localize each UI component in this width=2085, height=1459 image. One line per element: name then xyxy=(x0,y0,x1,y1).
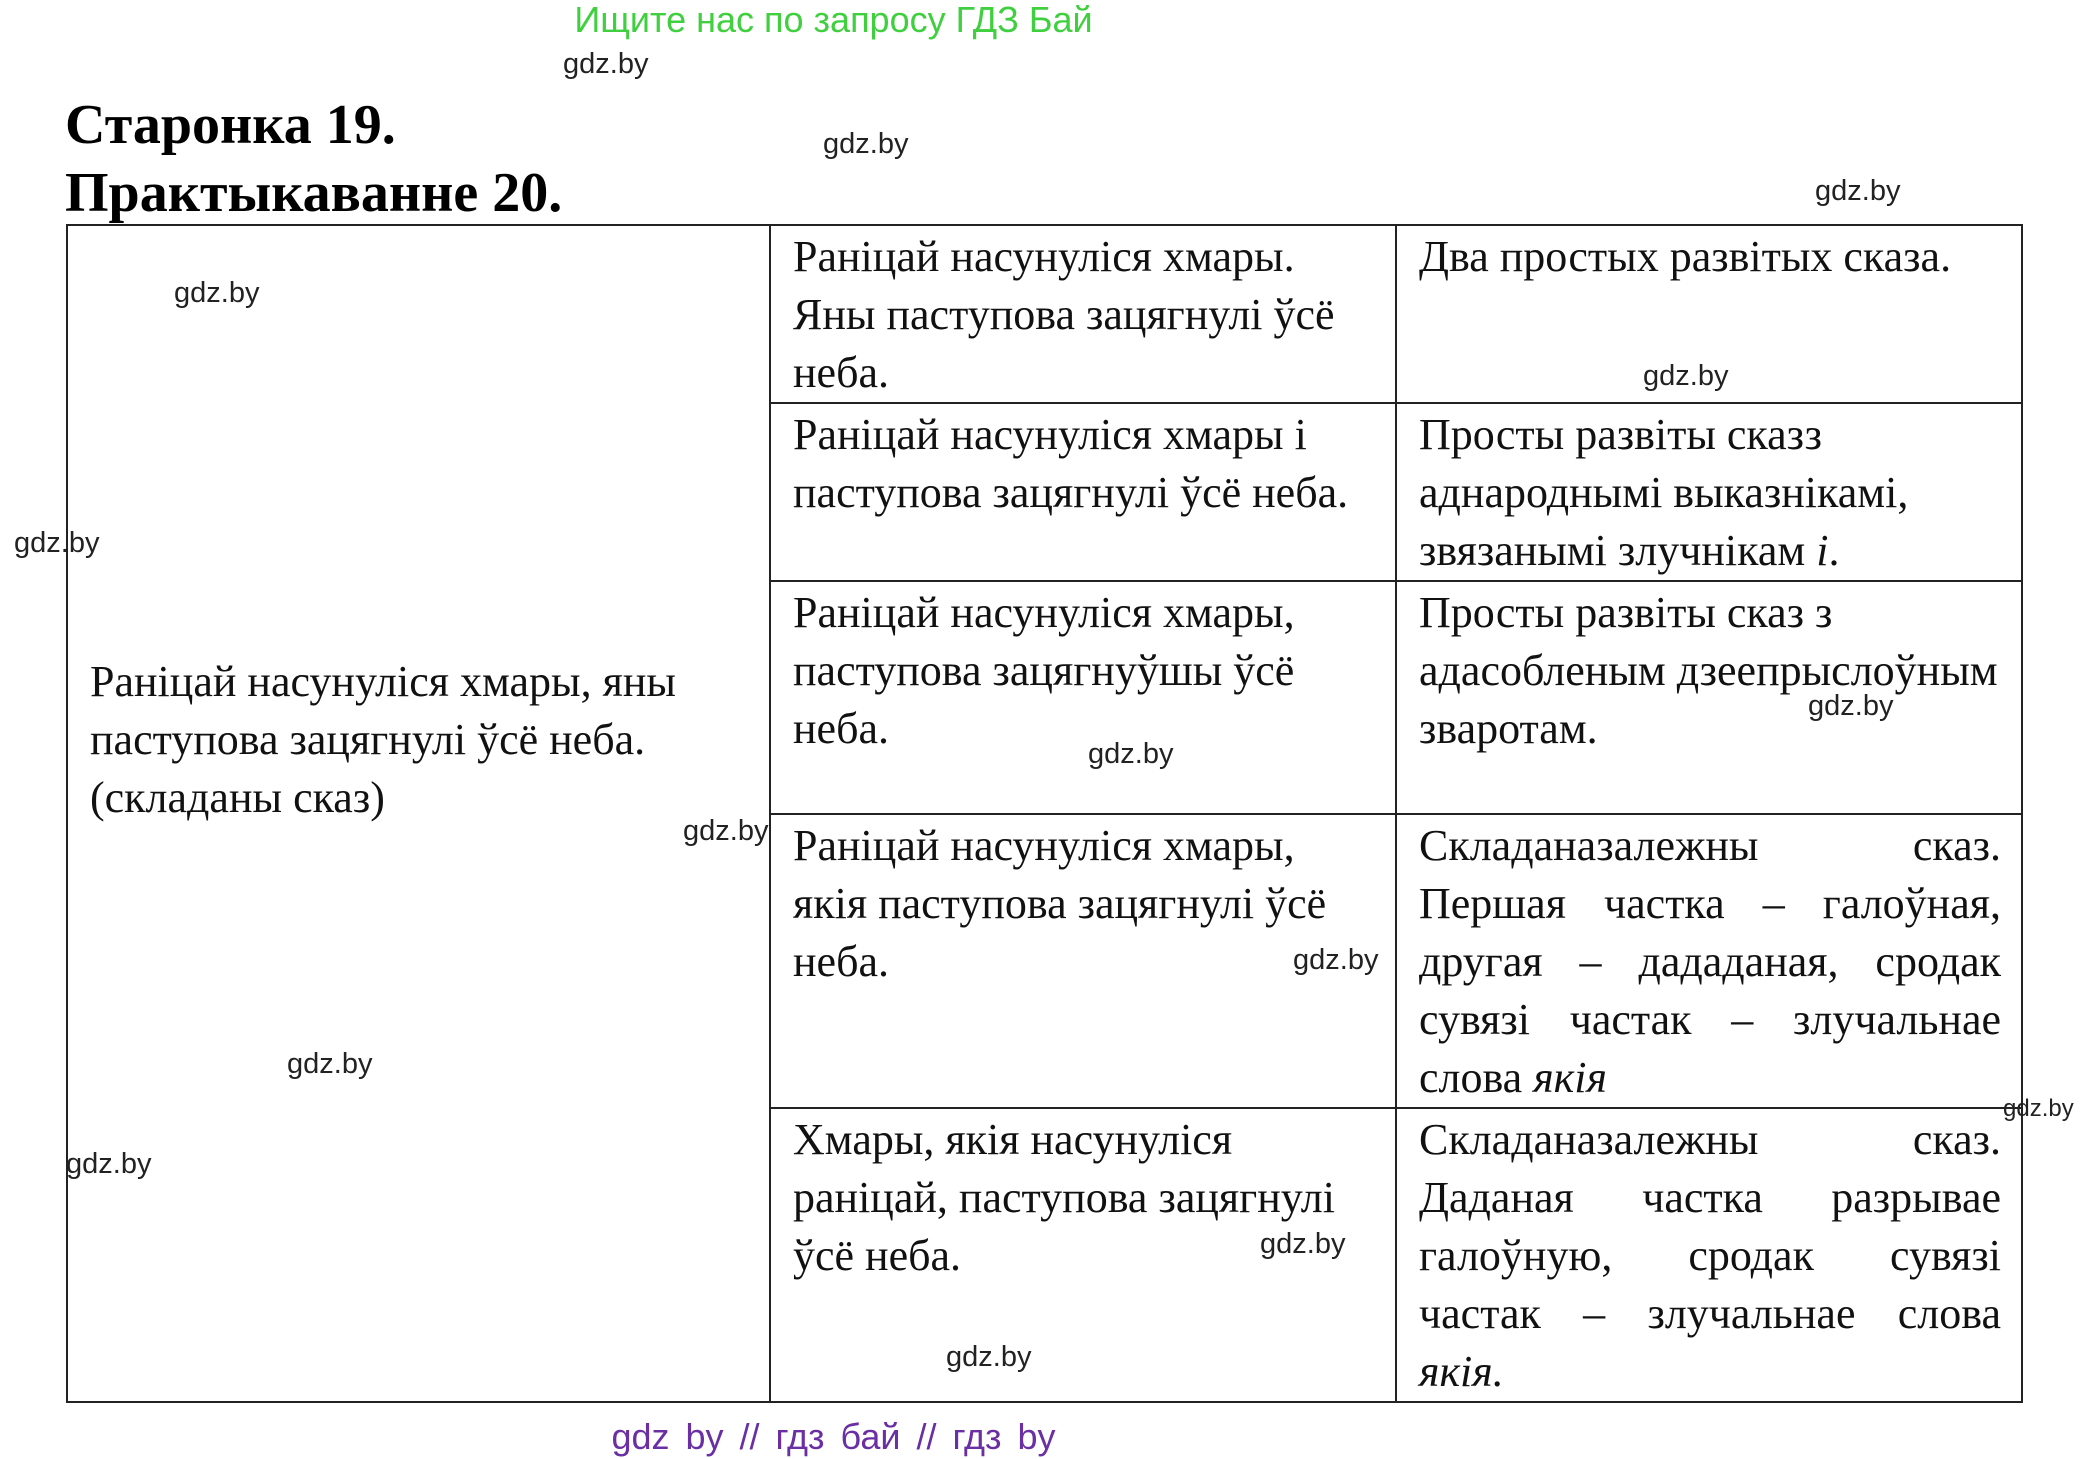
analysis-cell xyxy=(1396,1108,2022,1402)
answer-table xyxy=(66,224,2023,1403)
transformed-sentence-cell: Раніцай насунуліся хмары, паступова зацягнуўшы ўсё неба. xyxy=(770,581,1396,814)
analysis-cell: Просты развіты сказ з адасобленым дзеепрыслоўным зваротам. xyxy=(1396,581,2022,814)
watermark: gdz.by xyxy=(1808,690,1894,722)
exercise-heading: Практыкаванне 20. xyxy=(65,162,563,224)
analysis-cell: Два простых развітых сказа. xyxy=(1396,225,2022,403)
source-sentence-note: (складаны сказ) xyxy=(90,772,385,822)
watermark: gdz.by xyxy=(66,1148,152,1180)
analysis-text: Складаназалежны сказ. Першая частка – галоўная, другая – дададаная, сродак сувязі частак – злучальнае слова xyxy=(1419,821,2001,1102)
analysis-cell xyxy=(1396,403,2022,581)
analysis-cell xyxy=(1396,814,2022,1108)
watermark: gdz.by xyxy=(823,128,909,160)
watermark: gdz.by xyxy=(174,277,260,309)
source-sentence: Раніцай насунуліся хмары, яны паступова зацягнулі ўсё неба. xyxy=(90,656,676,764)
watermark: gdz.by xyxy=(683,815,769,847)
analysis-italic-word: якія. xyxy=(1419,1347,1504,1396)
watermark: gdz.by xyxy=(1643,360,1729,392)
transformed-sentence-cell: Раніцай насунуліся хмары. Яны паступова зацягнулі ўсё неба. xyxy=(770,225,1396,403)
watermark: gdz.by xyxy=(2003,1095,2074,1122)
analysis-italic-word: якія xyxy=(1533,1053,1607,1102)
analysis-text: Просты развіты сказз аднароднымі выказнікамі, звязанымі злучнікам xyxy=(1419,410,1909,575)
transformed-sentence-cell: Раніцай насунуліся хмары і паступова зацягнулі ўсё неба. xyxy=(770,403,1396,581)
watermark: gdz.by xyxy=(1293,944,1379,976)
watermark: gdz.by xyxy=(563,48,649,80)
analysis-text: Складаназалежны сказ. Даданая частка разрывае галоўную, сродак сувязі частак – злучальнае слова xyxy=(1419,1115,2001,1338)
watermark: gdz.by xyxy=(1260,1228,1346,1260)
table-row xyxy=(67,225,2022,403)
page-heading: Старонка 19. xyxy=(65,94,396,156)
analysis-italic-word: і xyxy=(1816,526,1829,575)
transformed-sentence-cell: Раніцай насунуліся хмары, якія паступова зацягнулі ўсё неба. xyxy=(770,814,1396,1108)
source-sentence-cell xyxy=(67,225,770,1402)
watermark: gdz.by xyxy=(287,1048,373,1080)
top-banner: Ищите нас по запросу ГДЗ Бай xyxy=(574,0,1093,40)
watermark: gdz.by xyxy=(14,527,100,559)
footer-links: gdz by // гдз бай // гдз by xyxy=(611,1416,1056,1457)
watermark: gdz.by xyxy=(1088,738,1174,770)
analysis-end: . xyxy=(1828,526,1840,575)
watermark: gdz.by xyxy=(946,1341,1032,1373)
watermark: gdz.by xyxy=(1815,175,1901,207)
transformed-sentence-cell: Хмары, якія насунуліся раніцай, паступова зацягнулі ўсё неба. xyxy=(770,1108,1396,1402)
